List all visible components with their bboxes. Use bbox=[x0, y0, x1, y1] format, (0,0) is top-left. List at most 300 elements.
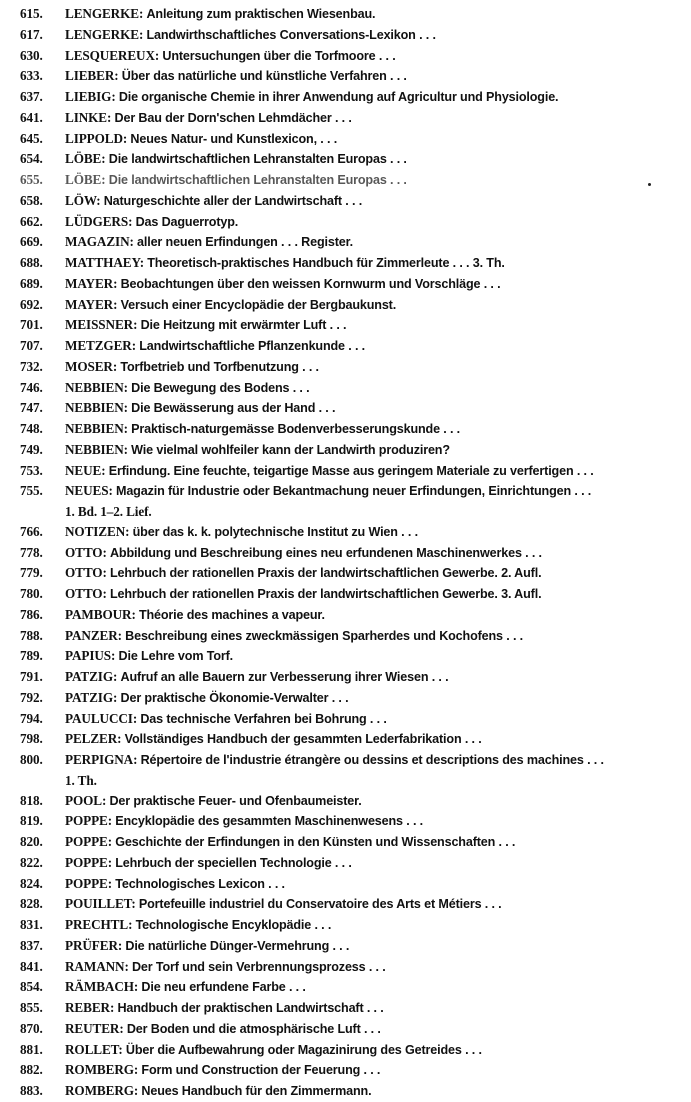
entry-title: Landwirthschaftliches Conversations-Lexikon . . . bbox=[146, 27, 436, 42]
catalog-entry bbox=[20, 212, 683, 233]
entry-number: 707. bbox=[20, 338, 43, 353]
entry-separator: : bbox=[133, 1083, 142, 1098]
entry-number: 689. bbox=[20, 275, 43, 291]
entry-author: POUILLET bbox=[65, 896, 132, 912]
entry-number: 837. bbox=[20, 937, 43, 953]
catalog-entry bbox=[20, 584, 683, 605]
entry-body bbox=[65, 170, 683, 191]
entry-body bbox=[65, 315, 683, 336]
entry-title: Der Torf und sein Verbrennungsprozess . . . bbox=[131, 959, 386, 974]
entry-title: Erfindung. Eine feuchte, teigartige Masse aus geringem Materiale zu verfertigen . . . bbox=[108, 463, 594, 478]
entry-separator: : bbox=[96, 192, 104, 208]
entry-separator: : bbox=[117, 627, 126, 643]
entry-author: MAGAZIN bbox=[65, 234, 130, 250]
entry-body bbox=[65, 626, 683, 647]
entry-number: 615. bbox=[20, 6, 43, 21]
entry-separator: : bbox=[133, 979, 142, 995]
catalog-entry bbox=[20, 626, 683, 647]
entry-body bbox=[65, 1040, 683, 1061]
entry-author: LINKE bbox=[65, 109, 108, 125]
entry-author: PAPIUS bbox=[65, 648, 112, 664]
entry-number: 883. bbox=[20, 1083, 43, 1098]
catalog-entry bbox=[20, 232, 683, 253]
entry-title: Die Bewegung des Bodens . . . bbox=[131, 380, 310, 395]
entry-separator: : bbox=[131, 606, 139, 622]
entry-separator: : bbox=[118, 1041, 126, 1057]
entry-author: PATZIG bbox=[65, 689, 114, 705]
entry-number: 779. bbox=[20, 565, 43, 581]
entry-separator: : bbox=[107, 109, 115, 125]
entry-title: Untersuchungen über die Torfmoore . . . bbox=[162, 48, 396, 63]
entry-body bbox=[65, 1060, 683, 1081]
entry-author: PAULUCCI bbox=[65, 710, 133, 726]
entry-number: 855. bbox=[20, 1000, 43, 1015]
entry-body bbox=[65, 1081, 683, 1102]
entry-title: Die Heitzung mit erwärmter Luft . . . bbox=[140, 318, 347, 333]
entry-author: OTTO bbox=[65, 565, 103, 581]
catalog-entry bbox=[20, 149, 683, 170]
entry-number: 637. bbox=[20, 89, 43, 104]
entry-author: POPPE bbox=[65, 834, 108, 849]
entry-title: Die neu erfundene Farbe . . . bbox=[141, 980, 306, 995]
entry-author: POPPE bbox=[65, 854, 108, 870]
entry-author: LENGERKE bbox=[65, 26, 139, 42]
entry-separator: : bbox=[123, 379, 132, 395]
entry-separator: : bbox=[107, 834, 116, 849]
entry-author: ROLLET bbox=[65, 1041, 119, 1057]
entry-number: 645. bbox=[20, 130, 43, 146]
entry-author: NOTIZEN bbox=[65, 523, 126, 539]
entry-title: Théorie des machines a vapeur. bbox=[138, 607, 325, 622]
entry-separator: : bbox=[123, 400, 132, 416]
entry-body bbox=[65, 563, 683, 584]
entry-title: Abbildung und Beschreibung eines neu erfundenen Maschinenwerkes . . . bbox=[109, 545, 542, 560]
catalog-entry bbox=[20, 1060, 683, 1081]
catalog-entry bbox=[20, 605, 683, 626]
entry-number: 692. bbox=[20, 296, 43, 312]
entry-separator: : bbox=[123, 441, 132, 457]
entry-separator: : bbox=[122, 130, 131, 146]
entry-title: Handbuch der praktischen Landwirtschaft . . . bbox=[117, 1001, 384, 1015]
entry-title: Die landwirtschaftlichen Lehranstalten Europas . . . bbox=[108, 173, 407, 187]
entry-author: NEUE bbox=[65, 462, 102, 478]
entry-number: 654. bbox=[20, 151, 43, 167]
entry-number: 822. bbox=[20, 854, 43, 870]
entry-author: PELZER bbox=[65, 731, 118, 747]
entry-title: Lehrbuch der rationellen Praxis der landwirtschaftlichen Gewerbe. 2. Aufl. bbox=[109, 566, 542, 581]
entry-author: PRÜFER bbox=[65, 937, 118, 953]
entry-title: Die natürliche Dünger-Vermehrung . . . bbox=[125, 938, 350, 953]
entry-author: NEBBIEN bbox=[65, 421, 124, 436]
entry-number: 641. bbox=[20, 109, 43, 125]
catalog-entry bbox=[20, 563, 683, 584]
catalog-entry bbox=[20, 461, 683, 482]
entry-separator: : bbox=[111, 89, 119, 104]
entry-number: 662. bbox=[20, 213, 43, 229]
entry-number: 841. bbox=[20, 958, 43, 974]
entry-author: ROMBERG bbox=[65, 1062, 134, 1078]
catalog-entry bbox=[20, 957, 683, 978]
entry-title: Technologische Encyklopädie . . . bbox=[135, 918, 332, 932]
entry-author: LENGERKE bbox=[65, 6, 139, 21]
entry-number: 630. bbox=[20, 47, 43, 63]
entry-body bbox=[65, 398, 683, 419]
entry-author: MATTHAEY bbox=[65, 255, 140, 270]
catalog-entry bbox=[20, 191, 683, 212]
catalog-entry bbox=[20, 66, 683, 87]
entry-separator: : bbox=[131, 338, 140, 353]
catalog-entry bbox=[20, 378, 683, 399]
entry-body bbox=[65, 605, 683, 626]
catalog-entry bbox=[20, 295, 683, 316]
entry-body bbox=[65, 811, 683, 832]
entry-author: POPPE bbox=[65, 813, 108, 829]
entry-number: 732. bbox=[20, 358, 43, 374]
entry-author: LÜDGERS bbox=[65, 213, 129, 229]
entry-title: Das Daguerrotyp. bbox=[135, 214, 239, 229]
entry-title: Portefeuille industriel du Conservatoire des Arts et Métiers . . . bbox=[138, 897, 502, 912]
entry-title: Naturgeschichte aller der Landwirtschaft . . . bbox=[103, 193, 363, 208]
entry-number: 800. bbox=[20, 752, 43, 767]
entry-body bbox=[65, 108, 683, 129]
entry-body bbox=[65, 357, 683, 378]
entry-number: 746. bbox=[20, 379, 43, 395]
catalog-entry bbox=[20, 87, 683, 108]
entry-separator: : bbox=[113, 275, 121, 291]
entry-number: 798. bbox=[20, 731, 43, 747]
entry-title: über das k. k. polytechnische Institut zu Wien . . . bbox=[132, 524, 418, 539]
entry-body bbox=[65, 936, 683, 957]
catalog-entry bbox=[20, 4, 683, 25]
entry-separator: : bbox=[112, 358, 121, 374]
catalog-entry bbox=[20, 440, 683, 461]
catalog-entry bbox=[20, 1040, 683, 1061]
entry-author: RÄMBACH bbox=[65, 979, 134, 995]
entry-separator: : bbox=[101, 172, 109, 187]
entry-number: 788. bbox=[20, 627, 43, 643]
catalog-entry bbox=[20, 46, 683, 67]
entry-title: Neues Natur- und Kunstlexicon, . . . bbox=[130, 131, 338, 146]
entry-separator: : bbox=[107, 854, 116, 870]
entry-separator: : bbox=[107, 875, 116, 891]
entry-separator: : bbox=[117, 731, 125, 747]
entry-author: LIEBER bbox=[65, 68, 115, 84]
entry-separator: : bbox=[113, 689, 121, 705]
entry-body bbox=[65, 543, 683, 564]
entry-number: 701. bbox=[20, 317, 43, 333]
entry-body bbox=[65, 274, 683, 295]
entry-separator: : bbox=[117, 937, 126, 953]
entry-body bbox=[65, 481, 683, 522]
entry-title: Lehrbuch der rationellen Praxis der landwirtschaftlichen Gewerbe. 3. Aufl. bbox=[109, 587, 542, 601]
catalog-entry bbox=[20, 894, 683, 915]
entry-body bbox=[65, 87, 683, 108]
entry-author: OTTO bbox=[65, 586, 103, 601]
entry-body bbox=[65, 295, 683, 316]
entry-title: Geschichte der Erfindungen in den Künsten und Wissenschaften . . . bbox=[115, 835, 516, 849]
entry-author: ROMBERG bbox=[65, 1083, 134, 1098]
entry-continuation: 1. Th. bbox=[65, 772, 97, 788]
entry-title: Über das natürliche und künstliche Verfahren . . . bbox=[121, 69, 407, 84]
entry-number: 854. bbox=[20, 979, 43, 995]
entry-number: 789. bbox=[20, 648, 43, 664]
entry-author: NEBBIEN bbox=[65, 400, 124, 416]
entry-author: NEBBIEN bbox=[65, 441, 124, 457]
entry-author: LÖBE bbox=[65, 172, 102, 187]
entry-number: 831. bbox=[20, 917, 43, 932]
entry-body bbox=[65, 419, 683, 440]
entry-number: 819. bbox=[20, 813, 43, 829]
entry-number: 780. bbox=[20, 586, 43, 601]
entry-body bbox=[65, 212, 683, 233]
catalog-entry bbox=[20, 936, 683, 957]
entry-separator: : bbox=[133, 752, 141, 767]
catalog-entry bbox=[20, 108, 683, 129]
entry-separator: : bbox=[109, 1000, 118, 1015]
catalog-entry bbox=[20, 646, 683, 667]
entry-number: 749. bbox=[20, 441, 43, 457]
entry-body bbox=[65, 4, 683, 25]
entry-separator: : bbox=[138, 26, 147, 42]
entry-body bbox=[65, 336, 683, 357]
entry-author: MAYER bbox=[65, 275, 114, 291]
entry-separator: : bbox=[108, 483, 116, 499]
entry-separator: : bbox=[123, 421, 132, 436]
catalog-entry bbox=[20, 750, 683, 791]
entry-body bbox=[65, 25, 683, 46]
catalog-entry bbox=[20, 357, 683, 378]
entry-separator: : bbox=[107, 813, 116, 829]
catalog-entry-list bbox=[20, 4, 683, 1102]
entry-body bbox=[65, 832, 683, 853]
entry-author: PAMBOUR bbox=[65, 606, 132, 622]
catalog-entry bbox=[20, 688, 683, 709]
entry-body bbox=[65, 998, 683, 1019]
entry-number: 824. bbox=[20, 875, 43, 891]
entry-author: PATZIG bbox=[65, 669, 114, 684]
entry-title: Torfbetrieb und Torfbenutzung . . . bbox=[120, 359, 319, 374]
catalog-entry bbox=[20, 874, 683, 895]
entry-author: POOL bbox=[65, 792, 102, 808]
entry-separator: : bbox=[133, 1062, 142, 1078]
catalog-entry bbox=[20, 853, 683, 874]
entry-number: 766. bbox=[20, 523, 43, 539]
entry-number: 617. bbox=[20, 26, 43, 42]
entry-author: REUTER bbox=[65, 1020, 120, 1036]
catalog-entry bbox=[20, 522, 683, 543]
entry-title: Die Bewässerung aus der Hand . . . bbox=[131, 401, 336, 416]
entry-number: 748. bbox=[20, 421, 43, 436]
entry-number: 669. bbox=[20, 234, 43, 250]
entry-title: Die landwirtschaftlichen Lehranstalten Europas . . . bbox=[108, 152, 407, 167]
entry-title: Landwirtschaftliche Pflanzenkunde . . . bbox=[139, 339, 365, 353]
catalog-entry bbox=[20, 729, 683, 750]
entry-number: 882. bbox=[20, 1062, 43, 1078]
entry-title: Versuch einer Encyclopädie der Bergbaukunst. bbox=[120, 297, 397, 312]
catalog-entry bbox=[20, 977, 683, 998]
entry-title: Wie vielmal wohlfeiler kann der Landwirth produziren? bbox=[131, 442, 450, 457]
entry-title: Praktisch-naturgemässe Bodenverbesserungskunde . . . bbox=[131, 422, 461, 436]
entry-title: Die organische Chemie in ihrer Anwendung auf Agricultur und Physiologie. bbox=[118, 90, 559, 104]
catalog-entry bbox=[20, 1081, 683, 1102]
catalog-entry bbox=[20, 998, 683, 1019]
catalog-entry bbox=[20, 419, 683, 440]
entry-author: LIEBIG bbox=[65, 89, 112, 104]
entry-number: 792. bbox=[20, 689, 43, 705]
entry-body bbox=[65, 191, 683, 212]
entry-title: Répertoire de l'industrie étrangère ou dessins et descriptions des machines . . . bbox=[140, 753, 604, 767]
entry-body bbox=[65, 66, 683, 87]
entry-author: MAYER bbox=[65, 296, 114, 312]
entry-author: PRECHTL bbox=[65, 917, 129, 932]
entry-separator: : bbox=[128, 917, 136, 932]
entry-body bbox=[65, 1019, 683, 1040]
entry-author: NEBBIEN bbox=[65, 379, 124, 395]
entry-title: Beobachtungen über den weissen Kornwurm und Vorschläge . . . bbox=[120, 276, 501, 291]
entry-separator: : bbox=[113, 669, 121, 684]
entry-number: 658. bbox=[20, 192, 43, 208]
entry-number: 778. bbox=[20, 544, 43, 560]
entry-body bbox=[65, 149, 683, 170]
entry-body bbox=[65, 440, 683, 461]
entry-number: 828. bbox=[20, 896, 43, 912]
catalog-entry bbox=[20, 1019, 683, 1040]
entry-body bbox=[65, 729, 683, 750]
entry-author: MEISSNER bbox=[65, 317, 134, 333]
catalog-entry bbox=[20, 811, 683, 832]
catalog-entry bbox=[20, 253, 683, 274]
entry-separator: : bbox=[128, 213, 136, 229]
entry-title: Der Bau der Dorn'schen Lehmdächer . . . bbox=[114, 110, 352, 125]
entry-number: 688. bbox=[20, 255, 43, 270]
entry-title: Beschreibung eines zweckmässigen Sparherdes und Kochofens . . . bbox=[125, 628, 524, 643]
entry-body bbox=[65, 378, 683, 399]
entry-separator: : bbox=[125, 523, 133, 539]
catalog-entry bbox=[20, 481, 683, 522]
entry-separator: : bbox=[114, 68, 122, 84]
entry-author: NEUES bbox=[65, 483, 109, 499]
entry-number: 791. bbox=[20, 669, 43, 684]
catalog-entry bbox=[20, 129, 683, 150]
entry-body bbox=[65, 894, 683, 915]
entry-title: Vollständiges Handbuch der gesammten Lederfabrikation . . . bbox=[124, 732, 482, 747]
entry-body bbox=[65, 646, 683, 667]
entry-separator: : bbox=[102, 586, 110, 601]
entry-author: PERPIGNA bbox=[65, 752, 134, 767]
catalog-entry bbox=[20, 315, 683, 336]
entry-separator: : bbox=[111, 648, 119, 664]
entry-title: Encyklopädie des gesammten Maschinenwesens . . . bbox=[115, 814, 423, 829]
entry-separator: : bbox=[101, 792, 110, 808]
entry-separator: : bbox=[102, 544, 110, 560]
entry-body bbox=[65, 750, 683, 791]
entry-separator: : bbox=[132, 710, 141, 726]
entry-body bbox=[65, 253, 683, 274]
entry-separator: : bbox=[102, 565, 110, 581]
entry-separator: : bbox=[139, 255, 148, 270]
entry-body bbox=[65, 584, 683, 605]
entry-body bbox=[65, 977, 683, 998]
catalog-entry bbox=[20, 667, 683, 688]
entry-author: LIPPOLD bbox=[65, 130, 123, 146]
entry-body bbox=[65, 791, 683, 812]
entry-number: 794. bbox=[20, 710, 43, 726]
entry-title: Das technische Verfahren bei Bohrung . . . bbox=[140, 711, 387, 726]
entry-separator: : bbox=[119, 1020, 127, 1036]
entry-number: 786. bbox=[20, 606, 43, 622]
entry-separator: : bbox=[154, 47, 163, 63]
entry-continuation: 1. Bd. 1–2. Lief. bbox=[65, 504, 152, 519]
entry-number: 818. bbox=[20, 792, 43, 808]
entry-body bbox=[65, 874, 683, 895]
entry-number: 881. bbox=[20, 1041, 43, 1057]
catalog-entry bbox=[20, 791, 683, 812]
entry-separator: : bbox=[101, 151, 109, 167]
entry-title: Magazin für Industrie oder Bekantmachung neuer Erfindungen, Einrichtungen . . . bbox=[115, 484, 592, 499]
entry-body bbox=[65, 853, 683, 874]
entry-body bbox=[65, 46, 683, 67]
catalog-entry bbox=[20, 336, 683, 357]
entry-title: Der Boden und die atmosphärische Luft . . . bbox=[126, 1021, 381, 1036]
entry-author: REBER bbox=[65, 1000, 110, 1015]
entry-body bbox=[65, 522, 683, 543]
entry-title: Über die Aufbewahrung oder Magazinirung des Getreides . . . bbox=[125, 1042, 482, 1057]
entry-separator: : bbox=[131, 896, 139, 912]
entry-title: Form und Construction der Feuerung . . . bbox=[141, 1063, 381, 1078]
entry-separator: : bbox=[133, 317, 141, 333]
entry-author: LESQUEREUX bbox=[65, 47, 155, 63]
catalog-entry bbox=[20, 543, 683, 564]
entry-author: LÖW bbox=[65, 192, 97, 208]
entry-body bbox=[65, 709, 683, 730]
catalog-entry bbox=[20, 915, 683, 936]
entry-number: 633. bbox=[20, 68, 43, 84]
entry-body bbox=[65, 129, 683, 150]
entry-separator: : bbox=[129, 234, 138, 250]
entry-author: RAMANN bbox=[65, 958, 125, 974]
entry-separator: : bbox=[124, 958, 132, 974]
entry-separator: : bbox=[138, 6, 147, 21]
entry-author: PANZER bbox=[65, 627, 118, 643]
entry-body bbox=[65, 667, 683, 688]
entry-separator: : bbox=[101, 462, 109, 478]
entry-number: 747. bbox=[20, 400, 43, 416]
entry-title: Der praktische Feuer- und Ofenbaumeister. bbox=[109, 793, 362, 808]
entry-title: Lehrbuch der speciellen Technologie . . . bbox=[115, 855, 352, 870]
entry-body bbox=[65, 688, 683, 709]
print-speck bbox=[648, 183, 651, 186]
entry-number: 820. bbox=[20, 834, 43, 849]
entry-author: OTTO bbox=[65, 544, 103, 560]
catalog-entry bbox=[20, 25, 683, 46]
entry-number: 753. bbox=[20, 462, 43, 478]
entry-author: MOSER bbox=[65, 358, 113, 374]
catalog-entry bbox=[20, 709, 683, 730]
entry-author: LÖBE bbox=[65, 151, 102, 167]
catalog-entry bbox=[20, 832, 683, 853]
entry-number: 870. bbox=[20, 1020, 43, 1036]
entry-separator: : bbox=[113, 296, 121, 312]
entry-title: Neues Handbuch für den Zimmermann. bbox=[141, 1084, 372, 1098]
entry-author: METZGER bbox=[65, 338, 132, 353]
entry-number: 655. bbox=[20, 172, 43, 187]
entry-title: Aufruf an alle Bauern zur Verbesserung ihrer Wiesen . . . bbox=[120, 670, 449, 684]
entry-body bbox=[65, 461, 683, 482]
entry-title: Der praktische Ökonomie-Verwalter . . . bbox=[120, 690, 349, 705]
entry-number: 755. bbox=[20, 483, 43, 499]
entry-body bbox=[65, 915, 683, 936]
entry-author: POPPE bbox=[65, 875, 108, 891]
